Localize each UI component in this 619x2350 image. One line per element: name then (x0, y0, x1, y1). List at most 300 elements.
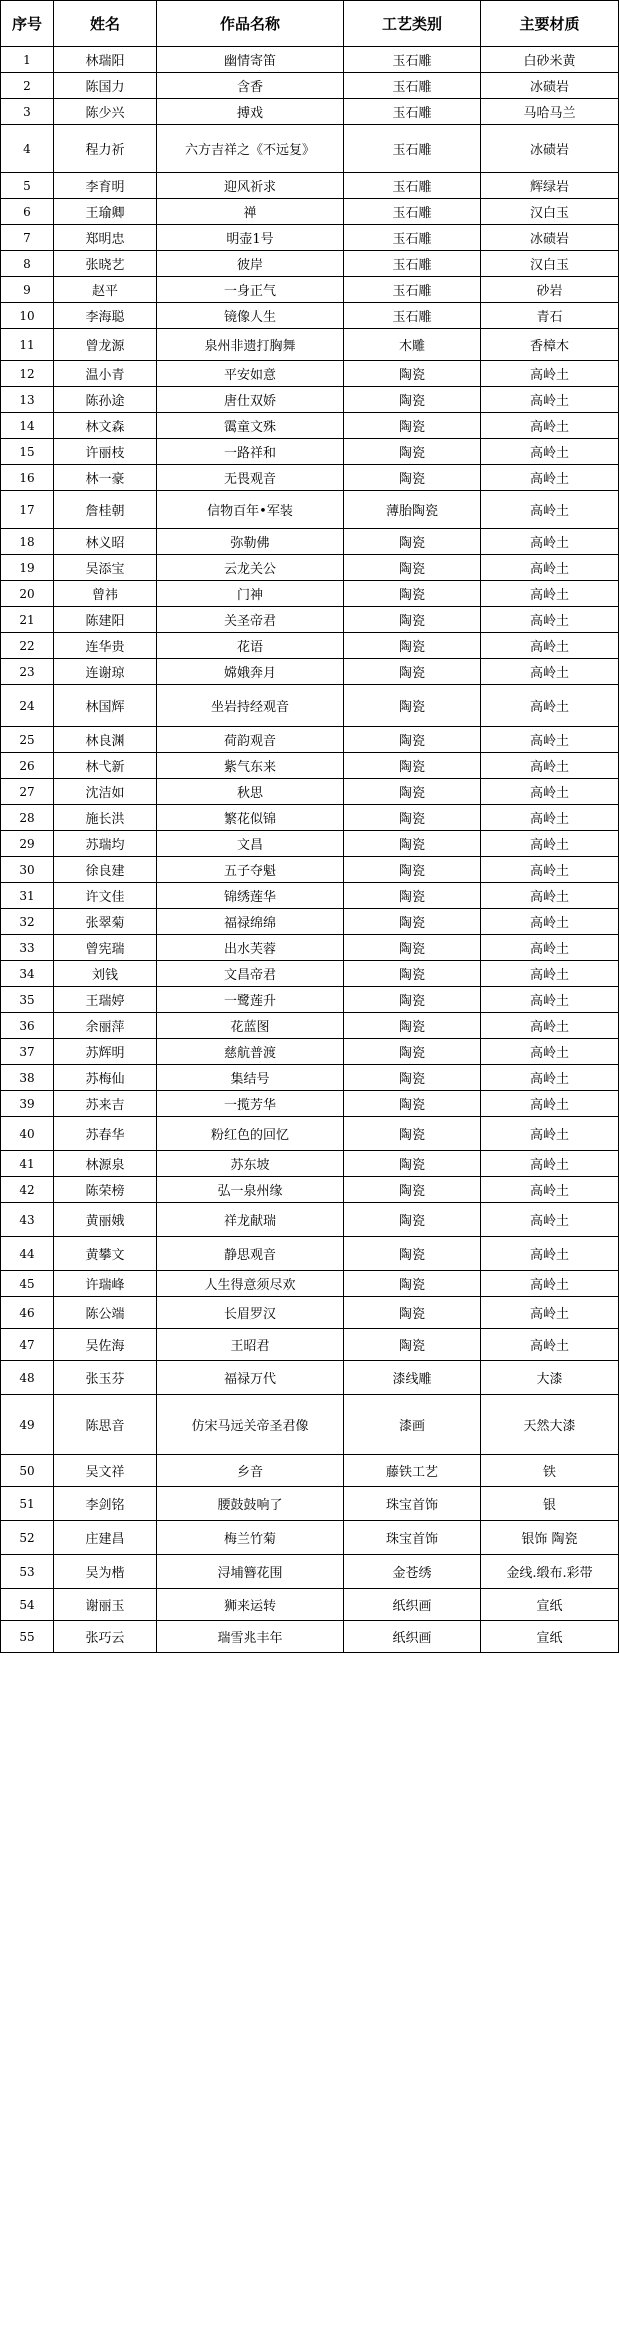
cell-no: 42 (1, 1177, 54, 1203)
cell-work: 一揽芳华 (157, 1091, 344, 1117)
cell-name: 吴文祥 (54, 1455, 157, 1487)
cell-no: 4 (1, 125, 54, 173)
table-row (1, 1237, 619, 1271)
cell-material: 高岭土 (481, 1237, 619, 1271)
cell-craft: 陶瓷 (344, 727, 481, 753)
table-row (1, 465, 619, 491)
cell-craft: 陶瓷 (344, 465, 481, 491)
cell-craft: 玉石雕 (344, 225, 481, 251)
cell-craft: 陶瓷 (344, 581, 481, 607)
cell-work: 狮来运转 (157, 1589, 344, 1621)
cell-name: 许丽枝 (54, 439, 157, 465)
cell-material: 青石 (481, 303, 619, 329)
table-row (1, 303, 619, 329)
cell-craft: 陶瓷 (344, 1329, 481, 1361)
cell-name: 林瑞阳 (54, 47, 157, 73)
cell-material: 砂岩 (481, 277, 619, 303)
cell-material: 高岭土 (481, 1203, 619, 1237)
cell-material: 冰碛岩 (481, 125, 619, 173)
cell-craft: 藤铁工艺 (344, 1455, 481, 1487)
cell-name: 庄建昌 (54, 1521, 157, 1555)
table-row (1, 1177, 619, 1203)
cell-name: 施长洪 (54, 805, 157, 831)
cell-no: 36 (1, 1013, 54, 1039)
cell-material: 高岭土 (481, 909, 619, 935)
cell-material: 高岭土 (481, 581, 619, 607)
cell-craft: 陶瓷 (344, 883, 481, 909)
cell-craft: 玉石雕 (344, 303, 481, 329)
table-row (1, 1039, 619, 1065)
cell-craft: 珠宝首饰 (344, 1487, 481, 1521)
cell-no: 13 (1, 387, 54, 413)
cell-work: 云龙关公 (157, 555, 344, 581)
cell-material: 高岭土 (481, 1117, 619, 1151)
cell-material: 高岭土 (481, 779, 619, 805)
cell-name: 林文森 (54, 413, 157, 439)
cell-name: 吴添宝 (54, 555, 157, 581)
cell-name: 谢丽玉 (54, 1589, 157, 1621)
cell-material: 天然大漆 (481, 1395, 619, 1455)
table-row (1, 805, 619, 831)
cell-no: 44 (1, 1237, 54, 1271)
cell-no: 46 (1, 1297, 54, 1329)
table-body (1, 47, 619, 1653)
cell-craft: 陶瓷 (344, 1065, 481, 1091)
cell-material: 香樟木 (481, 329, 619, 361)
table-row (1, 1013, 619, 1039)
cell-name: 林国辉 (54, 685, 157, 727)
cell-material: 高岭土 (481, 1151, 619, 1177)
cell-material: 高岭土 (481, 529, 619, 555)
cell-work: 花语 (157, 633, 344, 659)
cell-work: 一身正气 (157, 277, 344, 303)
cell-work: 浔埔簪花围 (157, 1555, 344, 1589)
table-row (1, 1151, 619, 1177)
cell-craft: 陶瓷 (344, 387, 481, 413)
cell-name: 詹桂朝 (54, 491, 157, 529)
cell-no: 6 (1, 199, 54, 225)
cell-name: 王瑜卿 (54, 199, 157, 225)
cell-name: 陈国力 (54, 73, 157, 99)
cell-craft: 陶瓷 (344, 555, 481, 581)
cell-craft: 漆画 (344, 1395, 481, 1455)
cell-work: 长眉罗汉 (157, 1297, 344, 1329)
cell-material: 高岭土 (481, 413, 619, 439)
cell-no: 9 (1, 277, 54, 303)
cell-no: 5 (1, 173, 54, 199)
cell-no: 23 (1, 659, 54, 685)
cell-name: 林源泉 (54, 1151, 157, 1177)
cell-work: 腰鼓鼓响了 (157, 1487, 344, 1521)
table-row (1, 491, 619, 529)
cell-craft: 陶瓷 (344, 1091, 481, 1117)
cell-no: 51 (1, 1487, 54, 1521)
cell-work: 乡音 (157, 1455, 344, 1487)
cell-no: 19 (1, 555, 54, 581)
cell-no: 25 (1, 727, 54, 753)
cell-no: 20 (1, 581, 54, 607)
table-row (1, 1091, 619, 1117)
cell-work: 弥勒佛 (157, 529, 344, 555)
cell-craft: 陶瓷 (344, 753, 481, 779)
cell-no: 54 (1, 1589, 54, 1621)
cell-name: 曾祎 (54, 581, 157, 607)
cell-material: 高岭土 (481, 361, 619, 387)
cell-material: 高岭土 (481, 831, 619, 857)
table-row (1, 173, 619, 199)
cell-craft: 金苍绣 (344, 1555, 481, 1589)
cell-material: 高岭土 (481, 685, 619, 727)
cell-work: 荷韵观音 (157, 727, 344, 753)
cell-material: 高岭土 (481, 555, 619, 581)
cell-name: 陈孙途 (54, 387, 157, 413)
cell-name: 沈洁如 (54, 779, 157, 805)
cell-material: 汉白玉 (481, 251, 619, 277)
table-row (1, 361, 619, 387)
cell-no: 37 (1, 1039, 54, 1065)
cell-name: 黄丽娥 (54, 1203, 157, 1237)
cell-no: 43 (1, 1203, 54, 1237)
cell-name: 苏梅仙 (54, 1065, 157, 1091)
cell-craft: 陶瓷 (344, 805, 481, 831)
cell-name: 曾宪瑞 (54, 935, 157, 961)
cell-work: 坐岩持经观音 (157, 685, 344, 727)
cell-material: 铁 (481, 1455, 619, 1487)
cell-name: 赵平 (54, 277, 157, 303)
cell-work: 繁花似锦 (157, 805, 344, 831)
cell-craft: 薄胎陶瓷 (344, 491, 481, 529)
cell-material: 高岭土 (481, 1329, 619, 1361)
cell-craft: 陶瓷 (344, 607, 481, 633)
header-work: 作品名称 (157, 1, 344, 47)
cell-name: 黄攀文 (54, 1237, 157, 1271)
cell-no: 16 (1, 465, 54, 491)
cell-work: 花蓝图 (157, 1013, 344, 1039)
cell-craft: 陶瓷 (344, 1297, 481, 1329)
table-row (1, 987, 619, 1013)
cell-work: 弘一泉州缘 (157, 1177, 344, 1203)
cell-craft: 陶瓷 (344, 987, 481, 1013)
cell-material: 高岭土 (481, 633, 619, 659)
cell-name: 许文佳 (54, 883, 157, 909)
cell-craft: 陶瓷 (344, 779, 481, 805)
cell-no: 41 (1, 1151, 54, 1177)
cell-work: 信物百年•军装 (157, 491, 344, 529)
cell-no: 53 (1, 1555, 54, 1589)
cell-material: 宣纸 (481, 1589, 619, 1621)
cell-material: 高岭土 (481, 1013, 619, 1039)
cell-material: 汉白玉 (481, 199, 619, 225)
table-row (1, 1621, 619, 1653)
cell-material: 高岭土 (481, 659, 619, 685)
cell-no: 17 (1, 491, 54, 529)
cell-name: 温小青 (54, 361, 157, 387)
cell-craft: 玉石雕 (344, 277, 481, 303)
table-row (1, 1455, 619, 1487)
cell-craft: 陶瓷 (344, 1271, 481, 1297)
cell-craft: 陶瓷 (344, 961, 481, 987)
table-row (1, 1521, 619, 1555)
cell-work: 出水芙蓉 (157, 935, 344, 961)
cell-name: 苏春华 (54, 1117, 157, 1151)
cell-work: 唐仕双娇 (157, 387, 344, 413)
cell-no: 3 (1, 99, 54, 125)
cell-craft: 陶瓷 (344, 633, 481, 659)
table-row (1, 1065, 619, 1091)
cell-name: 林一豪 (54, 465, 157, 491)
cell-name: 余丽萍 (54, 1013, 157, 1039)
cell-material: 银饰 陶瓷 (481, 1521, 619, 1555)
table-row (1, 73, 619, 99)
cell-craft: 陶瓷 (344, 1117, 481, 1151)
table-row (1, 935, 619, 961)
cell-name: 张翠菊 (54, 909, 157, 935)
table-row (1, 883, 619, 909)
cell-no: 33 (1, 935, 54, 961)
cell-name: 连华贵 (54, 633, 157, 659)
cell-work: 五子夺魁 (157, 857, 344, 883)
cell-no: 32 (1, 909, 54, 935)
cell-work: 嫦娥奔月 (157, 659, 344, 685)
cell-name: 陈公端 (54, 1297, 157, 1329)
cell-no: 2 (1, 73, 54, 99)
table-row (1, 1117, 619, 1151)
cell-work: 慈航普渡 (157, 1039, 344, 1065)
cell-no: 48 (1, 1361, 54, 1395)
cell-work: 锦绣莲华 (157, 883, 344, 909)
table-row (1, 1487, 619, 1521)
cell-material: 高岭土 (481, 607, 619, 633)
table-row (1, 125, 619, 173)
table-row (1, 779, 619, 805)
cell-craft: 陶瓷 (344, 439, 481, 465)
cell-material: 马哈马兰 (481, 99, 619, 125)
cell-craft: 陶瓷 (344, 529, 481, 555)
header-name: 姓名 (54, 1, 157, 47)
table-row (1, 413, 619, 439)
table-row (1, 251, 619, 277)
cell-material: 高岭土 (481, 727, 619, 753)
table-row (1, 1271, 619, 1297)
cell-no: 38 (1, 1065, 54, 1091)
cell-material: 大漆 (481, 1361, 619, 1395)
table-row (1, 529, 619, 555)
cell-work: 幽情寄笛 (157, 47, 344, 73)
cell-no: 47 (1, 1329, 54, 1361)
table-row (1, 329, 619, 361)
cell-work: 粉红色的回忆 (157, 1117, 344, 1151)
cell-craft: 陶瓷 (344, 857, 481, 883)
cell-no: 49 (1, 1395, 54, 1455)
cell-name: 郑明忠 (54, 225, 157, 251)
cell-material: 高岭土 (481, 883, 619, 909)
cell-craft: 陶瓷 (344, 1237, 481, 1271)
table-row (1, 1589, 619, 1621)
cell-craft: 纸织画 (344, 1589, 481, 1621)
cell-work: 苏东坡 (157, 1151, 344, 1177)
table-row (1, 1395, 619, 1455)
cell-work: 泉州非遗打胸舞 (157, 329, 344, 361)
cell-no: 14 (1, 413, 54, 439)
table-row (1, 581, 619, 607)
cell-craft: 陶瓷 (344, 1203, 481, 1237)
cell-material: 高岭土 (481, 961, 619, 987)
cell-no: 12 (1, 361, 54, 387)
cell-material: 高岭土 (481, 1271, 619, 1297)
cell-work: 搏戏 (157, 99, 344, 125)
cell-no: 40 (1, 1117, 54, 1151)
cell-material: 冰碛岩 (481, 225, 619, 251)
table-row (1, 1297, 619, 1329)
cell-no: 10 (1, 303, 54, 329)
cell-craft: 玉石雕 (344, 99, 481, 125)
cell-name: 苏瑞均 (54, 831, 157, 857)
table-row (1, 555, 619, 581)
cell-craft: 陶瓷 (344, 1039, 481, 1065)
cell-name: 吴佐海 (54, 1329, 157, 1361)
cell-work: 一路祥和 (157, 439, 344, 465)
cell-name: 刘钱 (54, 961, 157, 987)
cell-work: 含香 (157, 73, 344, 99)
cell-work: 祥龙献瑞 (157, 1203, 344, 1237)
table-row (1, 1203, 619, 1237)
cell-work: 秋思 (157, 779, 344, 805)
table-row (1, 909, 619, 935)
cell-no: 22 (1, 633, 54, 659)
table-row (1, 1329, 619, 1361)
cell-no: 39 (1, 1091, 54, 1117)
cell-work: 集结号 (157, 1065, 344, 1091)
cell-craft: 珠宝首饰 (344, 1521, 481, 1555)
table-row (1, 857, 619, 883)
cell-name: 曾龙源 (54, 329, 157, 361)
cell-work: 镜像人生 (157, 303, 344, 329)
cell-material: 高岭土 (481, 1091, 619, 1117)
cell-name: 李海聪 (54, 303, 157, 329)
cell-material: 高岭土 (481, 753, 619, 779)
table-row (1, 47, 619, 73)
cell-name: 林弋新 (54, 753, 157, 779)
cell-name: 王瑞婷 (54, 987, 157, 1013)
cell-craft: 陶瓷 (344, 831, 481, 857)
cell-material: 银 (481, 1487, 619, 1521)
cell-work: 迎风祈求 (157, 173, 344, 199)
cell-no: 8 (1, 251, 54, 277)
table-row (1, 685, 619, 727)
cell-no: 1 (1, 47, 54, 73)
header-craft: 工艺类别 (344, 1, 481, 47)
cell-material: 高岭土 (481, 1065, 619, 1091)
cell-craft: 陶瓷 (344, 1013, 481, 1039)
cell-craft: 玉石雕 (344, 173, 481, 199)
cell-no: 24 (1, 685, 54, 727)
table-row (1, 659, 619, 685)
cell-craft: 纸织画 (344, 1621, 481, 1653)
cell-work: 霭童文殊 (157, 413, 344, 439)
cell-no: 31 (1, 883, 54, 909)
cell-craft: 陶瓷 (344, 685, 481, 727)
table-row (1, 439, 619, 465)
cell-no: 26 (1, 753, 54, 779)
cell-no: 29 (1, 831, 54, 857)
cell-material: 高岭土 (481, 1177, 619, 1203)
cell-craft: 玉石雕 (344, 125, 481, 173)
cell-work: 瑞雪兆丰年 (157, 1621, 344, 1653)
cell-no: 45 (1, 1271, 54, 1297)
cell-craft: 陶瓷 (344, 935, 481, 961)
cell-work: 文昌帝君 (157, 961, 344, 987)
cell-name: 徐良建 (54, 857, 157, 883)
table-row (1, 753, 619, 779)
cell-name: 连谢琼 (54, 659, 157, 685)
cell-material: 高岭土 (481, 935, 619, 961)
cell-name: 李育明 (54, 173, 157, 199)
cell-no: 55 (1, 1621, 54, 1653)
table-row (1, 1361, 619, 1395)
cell-name: 陈思音 (54, 1395, 157, 1455)
cell-name: 程力祈 (54, 125, 157, 173)
cell-name: 陈建阳 (54, 607, 157, 633)
cell-no: 52 (1, 1521, 54, 1555)
cell-work: 无畏观音 (157, 465, 344, 491)
cell-craft: 漆线雕 (344, 1361, 481, 1395)
cell-material: 高岭土 (481, 1297, 619, 1329)
cell-work: 王昭君 (157, 1329, 344, 1361)
cell-material: 白砂米黄 (481, 47, 619, 73)
cell-name: 张巧云 (54, 1621, 157, 1653)
cell-no: 28 (1, 805, 54, 831)
cell-craft: 陶瓷 (344, 1177, 481, 1203)
cell-craft: 木雕 (344, 329, 481, 361)
cell-no: 18 (1, 529, 54, 555)
cell-material: 高岭土 (481, 805, 619, 831)
header-material: 主要材质 (481, 1, 619, 47)
cell-material: 宣纸 (481, 1621, 619, 1653)
cell-material: 高岭土 (481, 465, 619, 491)
cell-no: 21 (1, 607, 54, 633)
cell-work: 梅兰竹菊 (157, 1521, 344, 1555)
cell-work: 福禄绵绵 (157, 909, 344, 935)
table-row (1, 225, 619, 251)
cell-name: 林良渊 (54, 727, 157, 753)
table-row (1, 633, 619, 659)
cell-no: 34 (1, 961, 54, 987)
header-no: 序号 (1, 1, 54, 47)
cell-no: 7 (1, 225, 54, 251)
cell-work: 禅 (157, 199, 344, 225)
table-row (1, 1555, 619, 1589)
cell-craft: 陶瓷 (344, 361, 481, 387)
cell-craft: 陶瓷 (344, 1151, 481, 1177)
cell-name: 陈荣榜 (54, 1177, 157, 1203)
cell-no: 15 (1, 439, 54, 465)
cell-work: 彼岸 (157, 251, 344, 277)
cell-material: 高岭土 (481, 1039, 619, 1065)
cell-material: 冰碛岩 (481, 73, 619, 99)
cell-craft: 玉石雕 (344, 73, 481, 99)
table-row (1, 387, 619, 413)
table-row (1, 607, 619, 633)
cell-craft: 陶瓷 (344, 909, 481, 935)
cell-work: 静思观音 (157, 1237, 344, 1271)
table-row (1, 727, 619, 753)
table-row (1, 99, 619, 125)
cell-work: 福禄万代 (157, 1361, 344, 1395)
cell-name: 张玉芬 (54, 1361, 157, 1395)
table-row (1, 961, 619, 987)
cell-name: 李剑铭 (54, 1487, 157, 1521)
cell-material: 高岭土 (481, 987, 619, 1013)
